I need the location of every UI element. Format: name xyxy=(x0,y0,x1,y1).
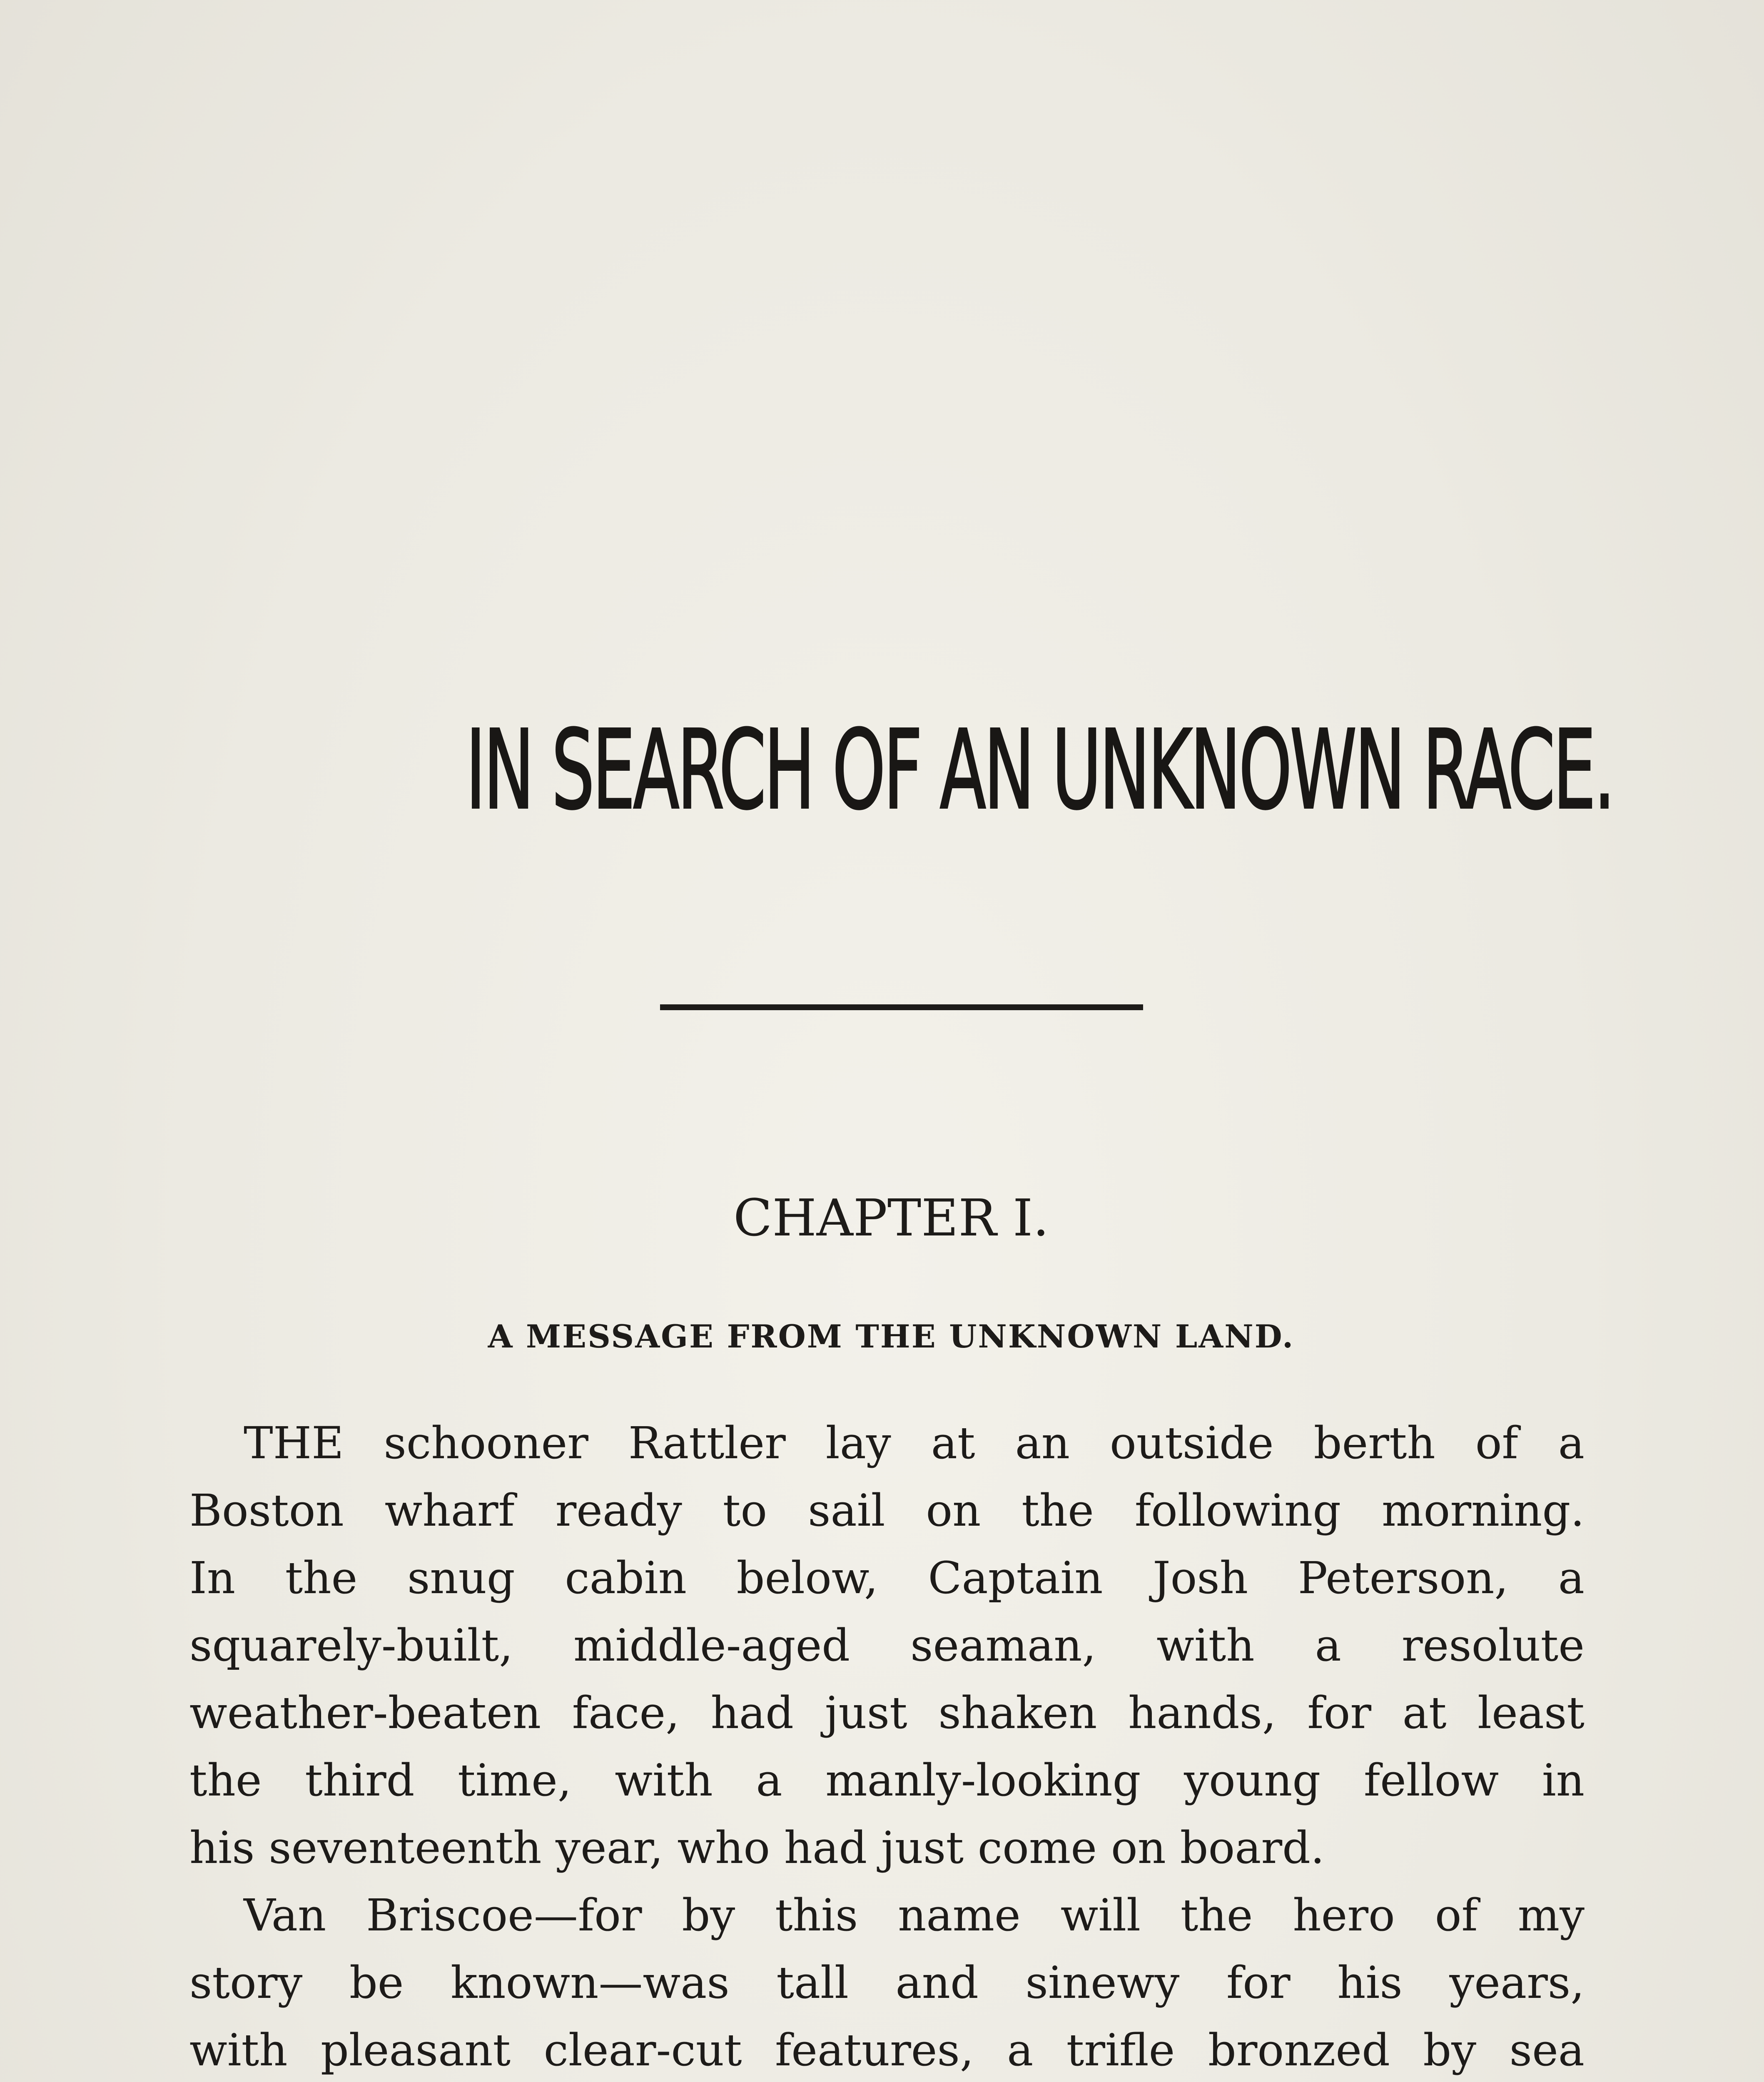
text-line: story be known—was tall and sinewy for his years, xyxy=(189,1957,1585,2008)
text-line: the third time, with a manly-looking young fellow in xyxy=(189,1755,1585,1806)
text-line: weather-beaten face, had just shaken hands, for at least xyxy=(189,1687,1585,1738)
chapter-title: A MESSAGE FROM THE UNKNOWN LAND. xyxy=(488,1318,1295,1355)
text-line: Van Briscoe—for by this name will the hero of my xyxy=(244,1890,1585,1941)
title-divider xyxy=(660,1004,1143,1010)
text-line: his seventeenth year, who had just come on board. xyxy=(189,1822,1325,1873)
chapter-heading: CHAPTER I. xyxy=(733,1188,1049,1248)
paragraph-1 xyxy=(189,1410,1585,1882)
text-line: squarely-built, middle-aged seaman, with a resolute xyxy=(189,1620,1585,1671)
text-line: In the snug cabin below, Captain Josh Peterson, a xyxy=(189,1552,1585,1604)
text-line: with pleasant clear-cut features, a trifle bronzed by sea xyxy=(189,2025,1585,2076)
text-line: Boston wharf ready to sail on the following morning. xyxy=(189,1485,1585,1536)
text-line: THE schooner Rattler lay at an outside berth of a xyxy=(244,1417,1585,1469)
chapter-body xyxy=(189,1410,1585,2082)
book-title: IN SEARCH OF AN UNKNOWN RACE. xyxy=(466,707,1613,834)
paragraph-2 xyxy=(189,1882,1585,2082)
